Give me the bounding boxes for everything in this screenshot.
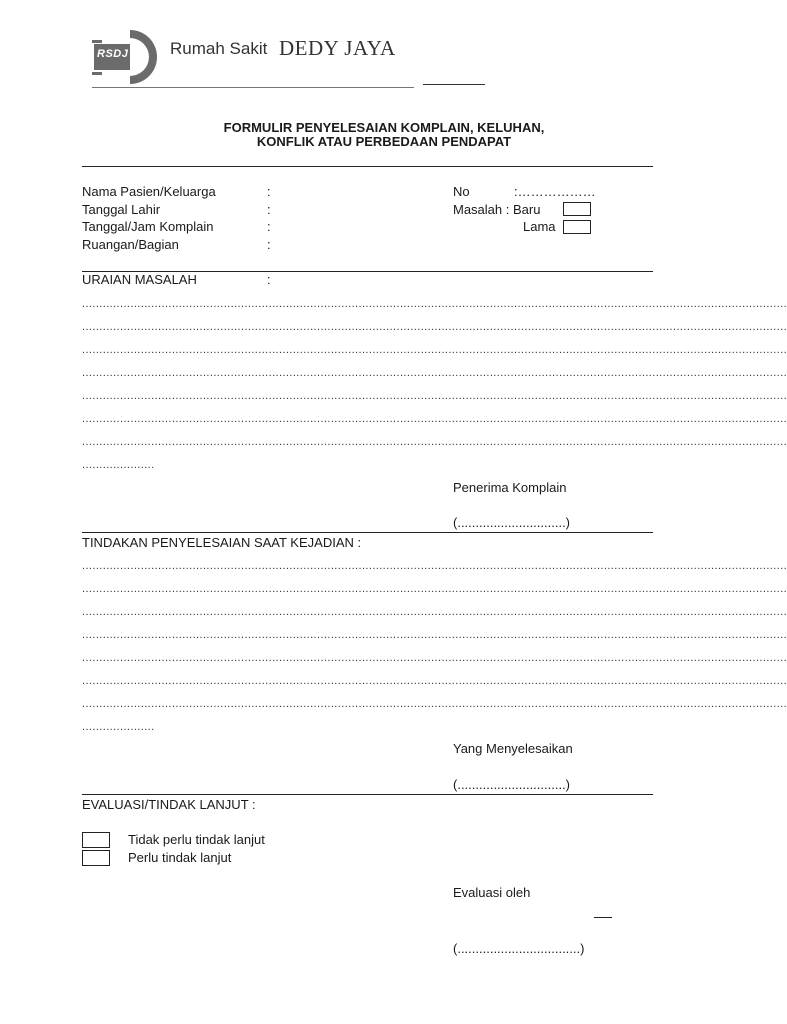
header-rule-short: [423, 84, 485, 85]
checkbox-tidak-perlu[interactable]: [82, 832, 110, 848]
dotted-line: ............................................................................................................................................................................................................: [82, 367, 787, 379]
resolver-label: Yang Menyelesaikan: [453, 741, 573, 756]
dotted-line: ............................................................................................................................................................................................................: [82, 698, 787, 710]
colon: :: [267, 184, 271, 199]
resolver-signature: (..............................): [453, 777, 571, 792]
dotted-line: ............................................................................................................................................................................................................: [82, 298, 787, 310]
receiver-label: Penerima Komplain: [453, 480, 567, 495]
hospital-name: DEDY JAYA: [279, 36, 396, 60]
dotted-line: ............................................................................................................................................................................................................: [82, 560, 787, 572]
dotted-line: ............................................................................................................................................................................................................: [82, 436, 787, 448]
receiver-signature: (..............................): [453, 515, 571, 530]
colon: :: [267, 272, 271, 287]
checkbox-baru[interactable]: [563, 202, 591, 216]
label-masalah-baru: Masalah : Baru: [453, 202, 541, 217]
checkbox-lama[interactable]: [563, 220, 591, 234]
label-tgl-lahir: Tanggal Lahir: [82, 202, 161, 217]
evaluasi-heading: EVALUASI/TINDAK LANJUT :: [82, 797, 256, 812]
label-lama: Lama: [523, 219, 556, 234]
dotted-line: ............................................................................................................................................................................................................: [82, 652, 787, 664]
checkbox-perlu[interactable]: [82, 850, 110, 866]
tindakan-heading: TINDAKAN PENYELESAIAN SAAT KEJADIAN :: [82, 535, 362, 550]
dotted-line: ............................................................................................................................................................................................................: [82, 390, 787, 402]
label-tgl-jam: Tanggal/Jam Komplain: [82, 219, 214, 234]
dotted-line: ............................................................................................................................................................................................................: [82, 583, 787, 595]
dotted-line: ............................................................................................................................................................................................................: [82, 321, 787, 333]
header-rule: [92, 87, 414, 88]
colon: :: [267, 202, 271, 217]
colon: :: [267, 219, 271, 234]
hospital-prefix: Rumah Sakit: [170, 39, 268, 58]
dotted-line: ............................................................................................................................................................................................................: [82, 344, 787, 356]
hospital-logo: [92, 26, 164, 88]
logo-text: RSDJ: [97, 48, 129, 60]
short-rule: [594, 917, 612, 918]
dotted-line-short: .....................: [82, 459, 155, 471]
dotted-line: ............................................................................................................................................................................................................: [82, 413, 787, 425]
evaluator-label: Evaluasi oleh: [453, 885, 531, 900]
divider: [82, 794, 653, 795]
option-perlu: Perlu tindak lanjut: [128, 850, 232, 865]
label-ruangan: Ruangan/Bagian: [82, 237, 179, 252]
form-title-line2: KONFLIK ATAU PERBEDAAN PENDAPAT: [256, 134, 512, 149]
form-title-line1: FORMULIR PENYELESAIAN KOMPLAIN, KELUHAN,: [223, 120, 545, 135]
uraian-heading: URAIAN MASALAH: [82, 272, 197, 287]
label-nama: Nama Pasien/Keluarga: [82, 184, 216, 199]
value-no: :………………: [514, 184, 596, 199]
option-tidak-perlu: Tidak perlu tindak lanjut: [128, 832, 265, 847]
dotted-line: ............................................................................................................................................................................................................: [82, 675, 787, 687]
dotted-line-short: .....................: [82, 721, 155, 733]
evaluator-signature: (..................................): [453, 941, 585, 956]
colon: :: [267, 237, 271, 252]
label-no: No: [453, 184, 470, 199]
dotted-line: ............................................................................................................................................................................................................: [82, 629, 787, 641]
dotted-line: ............................................................................................................................................................................................................: [82, 606, 787, 618]
divider: [82, 532, 653, 533]
divider: [82, 166, 653, 167]
